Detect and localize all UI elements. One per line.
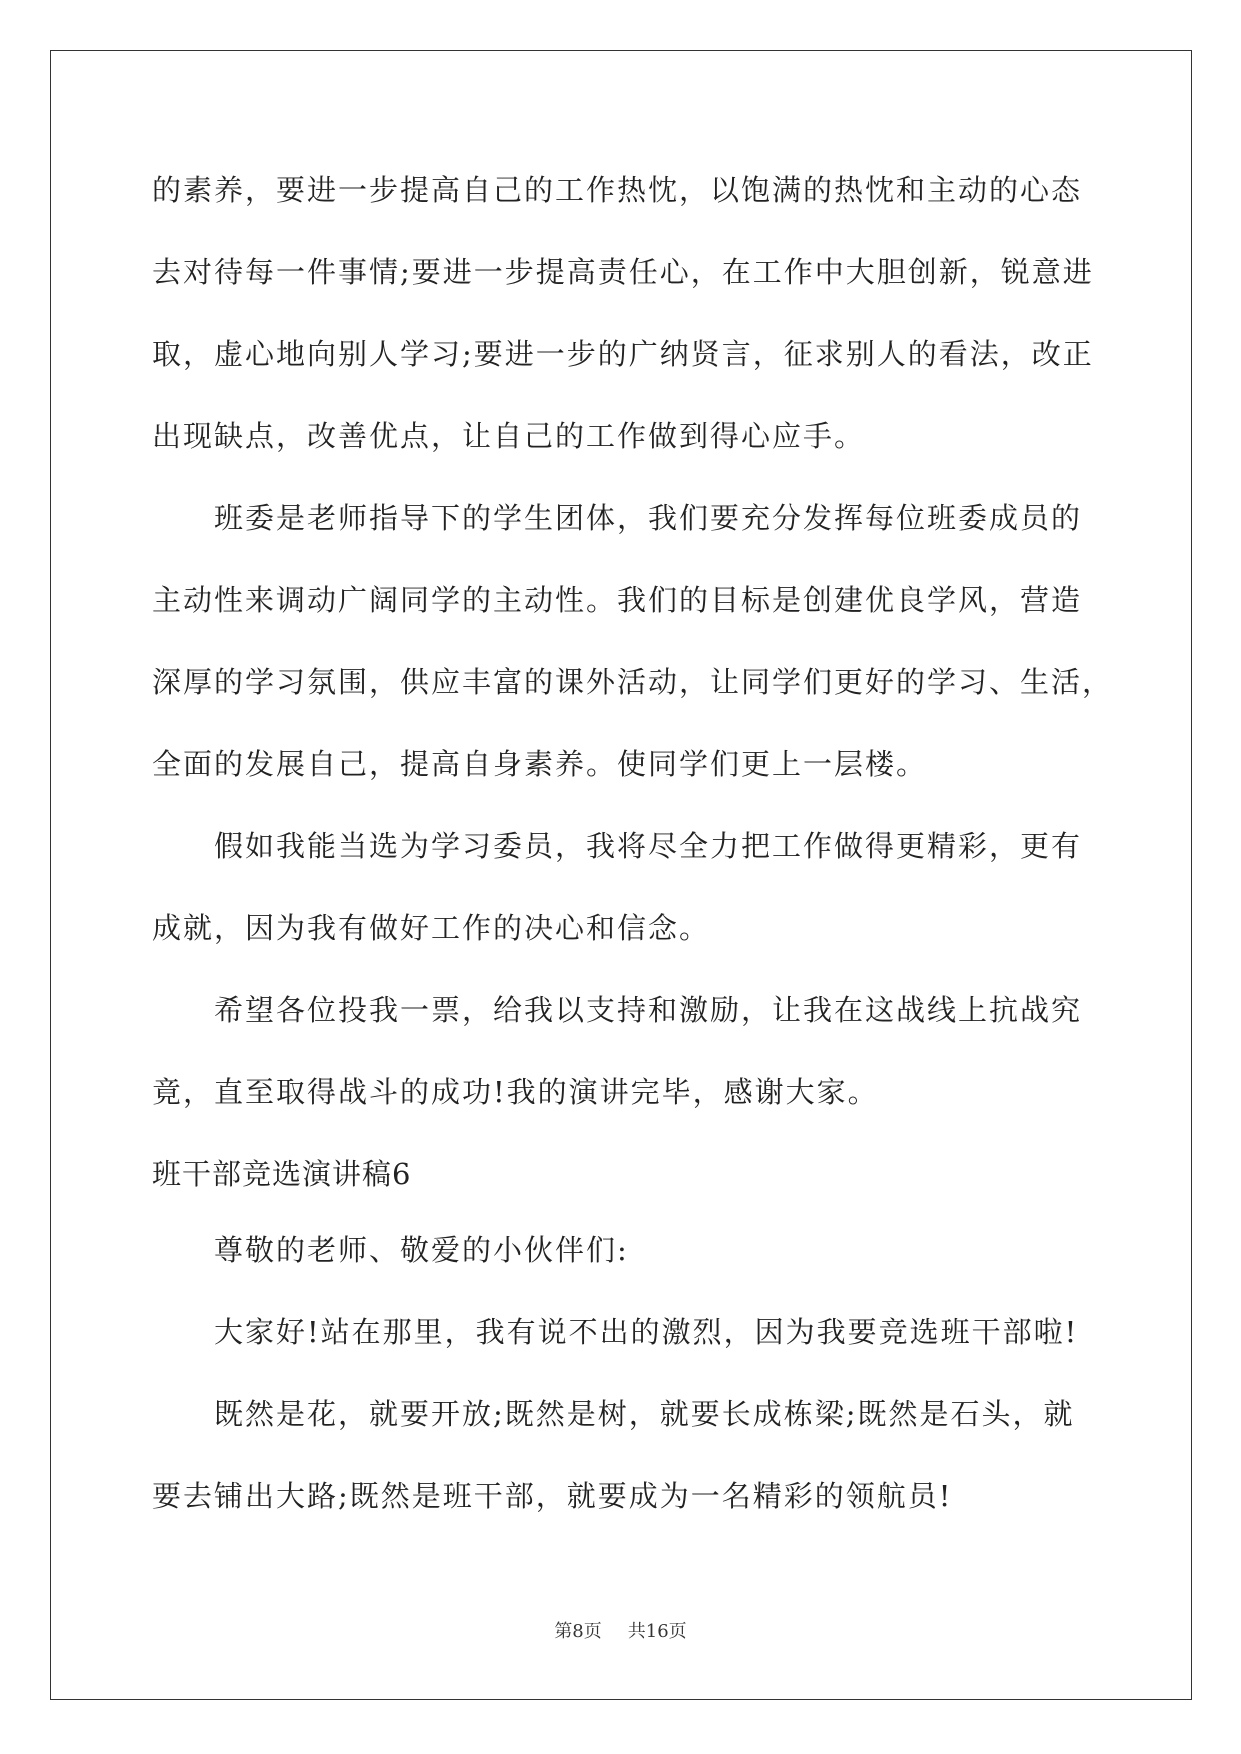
- paragraph-start-line: 班委是老师指导下的学生团体，我们要充分发挥每位班委成员的: [214, 501, 1083, 535]
- page-number-total: 共16页: [627, 1621, 687, 1642]
- body-line: 的素养，要进一步提高自己的工作热忱，以饱满的热忱和主动的心态: [152, 173, 1083, 207]
- section-heading: 班干部竞选演讲稿6: [152, 1157, 412, 1191]
- paragraph-start-line: 大家好!站在那里，我有说不出的激烈，因为我要竞选班干部啦!: [214, 1315, 1079, 1349]
- body-line: 全面的发展自己，提高自身素养。使同学们更上一层楼。: [152, 747, 928, 781]
- body-line: 要去铺出大路;既然是班干部，就要成为一名精彩的领航员!: [152, 1479, 953, 1513]
- page-number-current: 第8页: [554, 1621, 602, 1642]
- body-line: 去对待每一件事情;要进一步提高责任心，在工作中大胆创新，锐意进: [152, 255, 1094, 289]
- page-footer: [0, 1617, 1241, 1643]
- body-line: 深厚的学习氛围，供应丰富的课外活动，让同学们更好的学习、生活，: [152, 665, 1114, 699]
- paragraph-start-line: 既然是花，就要开放;既然是树，就要长成栋梁;既然是石头，就: [214, 1397, 1075, 1431]
- body-line: 取，虚心地向别人学习;要进一步的广纳贤言，征求别人的看法，改正: [152, 337, 1094, 371]
- body-line: 成就，因为我有做好工作的决心和信念。: [152, 911, 711, 945]
- body-line: 竟，直至取得战斗的成功!我的演讲完毕，感谢大家。: [152, 1075, 879, 1109]
- salutation-line: 尊敬的老师、敬爱的小伙伴们:: [214, 1233, 629, 1267]
- body-line: 出现缺点，改善优点，让自己的工作做到得心应手。: [152, 419, 866, 453]
- body-line: 主动性来调动广阔同学的主动性。我们的目标是创建优良学风，营造: [152, 583, 1083, 617]
- paragraph-start-line: 假如我能当选为学习委员，我将尽全力把工作做得更精彩，更有: [214, 829, 1083, 863]
- document-body: [152, 160, 1114, 1548]
- paragraph-start-line: 希望各位投我一票，给我以支持和激励，让我在这战线上抗战究: [214, 993, 1083, 1027]
